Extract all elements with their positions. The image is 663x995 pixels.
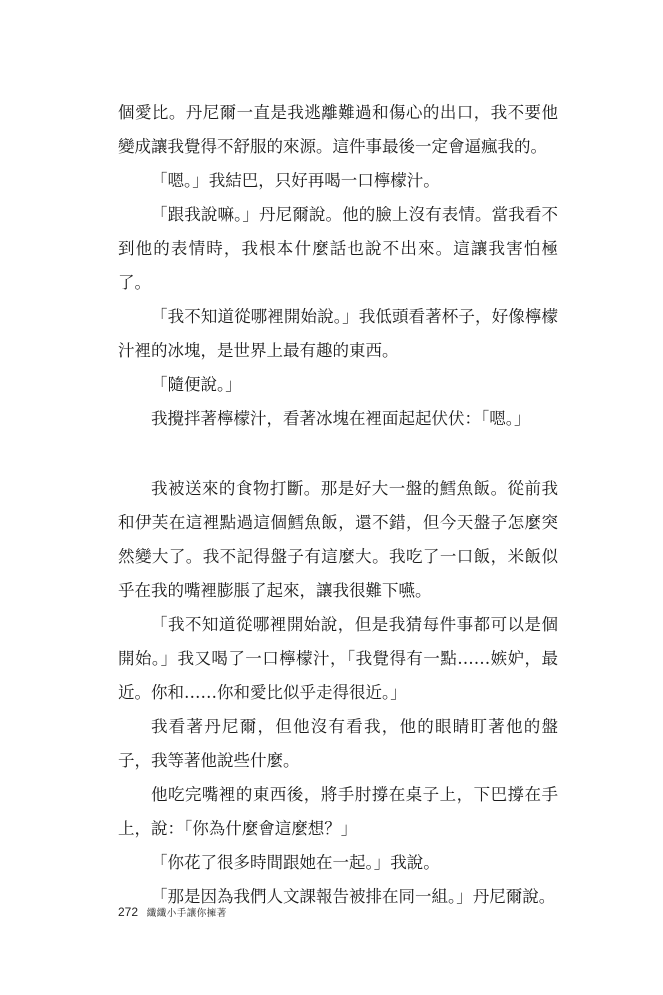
paragraph-12: 「那是因為我們人文課報告被排在同一組。」丹尼爾說。	[151, 887, 556, 906]
paragraph-10: 他吃完嘴裡的東西後，將手肘撐在桌子上，下巴撐在手上，說：「你為什麼會這麼想？」	[118, 785, 558, 838]
paragraph-2: 「嗯。」我結巴，只好再喝一口檸檬汁。	[151, 171, 440, 190]
page-footer	[118, 905, 227, 919]
page-number: 272	[118, 905, 139, 919]
page-body	[118, 96, 558, 914]
running-title: 纖纖小手讓你擁著	[146, 909, 227, 919]
paragraph-1: 個愛比。丹尼爾一直是我逃離難過和傷心的出口，我不要他變成讓我覺得不舒服的來源。這件事最後一定會逼瘋我的。	[118, 103, 558, 156]
paragraph-6: 我攪拌著檸檬汁，看著冰塊在裡面起起伏伏：「嗯。」	[151, 409, 531, 428]
paragraph-8: 「我不知道從哪裡開始說，但是我猜每件事都可以是個開始。」我又喝了一口檸檬汁，「我覺得有一點……嫉妒，最近。你和……你和愛比似乎走得很近。」	[118, 615, 558, 702]
paragraph-9: 我看著丹尼爾，但他沒有看我，他的眼睛盯著他的盤子，我等著他說些什麼。	[118, 717, 558, 770]
paragraph-7: 我被送來的食物打斷。那是好大一盤的鱈魚飯。從前我和伊芙在這裡點過這個鱈魚飯，還不錯，但今天盤子怎麼突然變大了。我不記得盤子有這麼大。我吃了一口飯，米飯似乎在我的嘴裡膨脹了起來，讓我很難下嚥。	[118, 479, 558, 600]
paragraph-11: 「你花了很多時間跟她在一起。」我說。	[151, 853, 440, 872]
paragraph-3: 「跟我說嘛。」丹尼爾說。他的臉上沒有表情。當我看不到他的表情時，我根本什麼話也說不出來。這讓我害怕極了。	[118, 205, 558, 292]
paragraph-4: 「我不知道從哪裡開始說。」我低頭看著杯子，好像檸檬汁裡的冰塊，是世界上最有趣的東西。	[118, 307, 558, 360]
paragraph-5: 「隨便說。」	[151, 375, 242, 394]
section-break	[118, 436, 558, 472]
